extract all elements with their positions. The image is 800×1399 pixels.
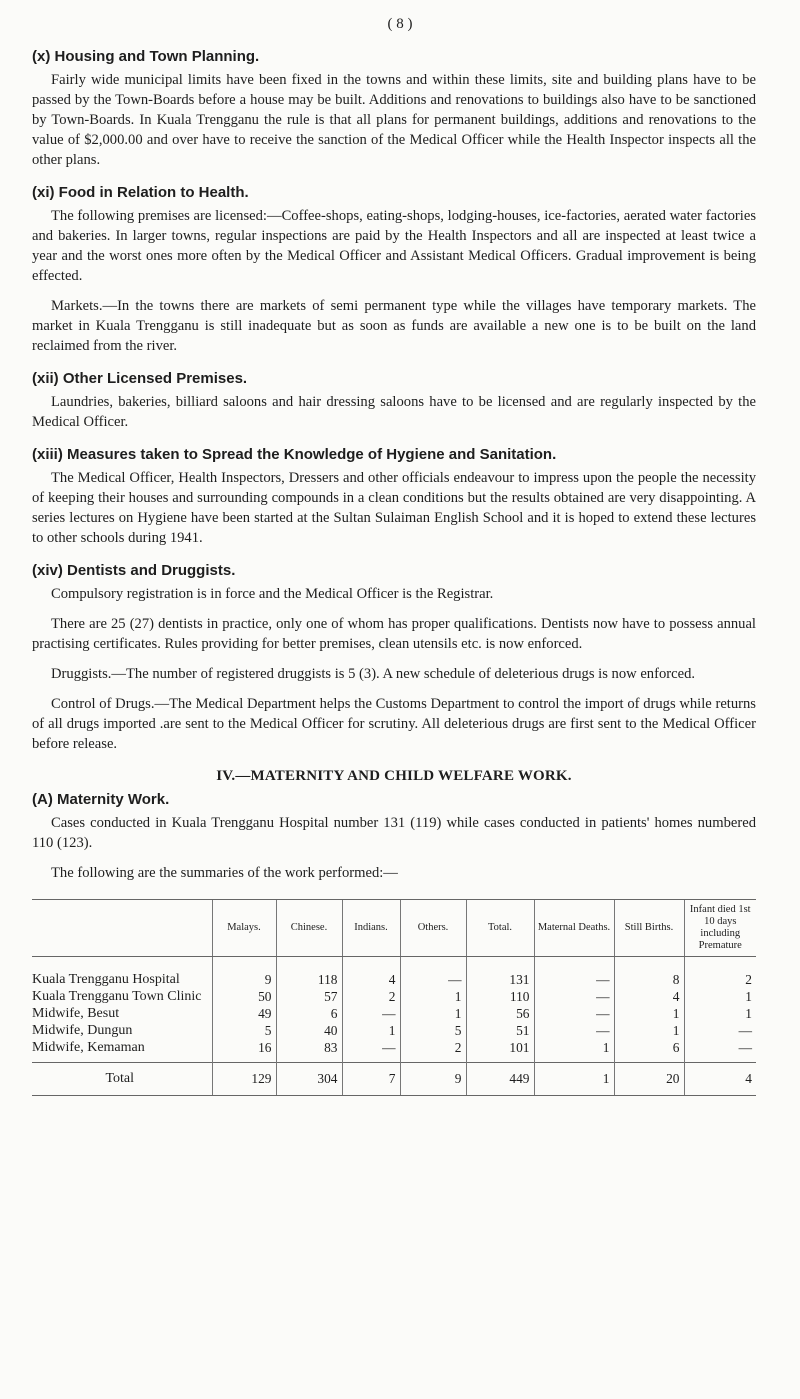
column-header: Others. xyxy=(400,900,466,957)
column-header: Infant died 1st 10 days including Premature xyxy=(684,900,756,957)
column-header: Total. xyxy=(466,900,534,957)
table-cell: 40 xyxy=(276,1022,342,1039)
paragraph: The following premises are licensed:—Coffee-shops, eating-shops, lodging-houses, ice-factories, aerated water factories and bakeries. In larger towns, regular inspections are paid by the Health Inspectors and all are inspected at least twice a year and the worst ones more often by the Medical Officer and Assistant Medical Officers. Gradual improvement is being effected. xyxy=(32,208,756,284)
table-row xyxy=(32,957,756,989)
table-cell: 1 xyxy=(534,1039,614,1063)
table-cell: — xyxy=(400,957,466,989)
section-heading: (xi) Food in Relation to Health. xyxy=(32,184,249,201)
table-row xyxy=(32,1005,756,1022)
table-cell: 101 xyxy=(466,1039,534,1063)
column-header: Indians. xyxy=(342,900,400,957)
document-body xyxy=(32,48,756,1096)
paragraph: Cases conducted in Kuala Trengganu Hospital number 131 (119) while cases conducted in patients' homes numbered 110 (123). xyxy=(32,815,756,851)
table-cell: 50 xyxy=(212,988,276,1005)
section-heading: (A) Maternity Work. xyxy=(32,791,170,808)
table-cell: 9 xyxy=(212,957,276,989)
table-cell: 118 xyxy=(276,957,342,989)
table-cell: 1 xyxy=(400,988,466,1005)
paragraph: The following are the summaries of the work performed:— xyxy=(51,865,398,881)
row-label: Midwife, Dungun xyxy=(32,1022,133,1038)
table-cell: 1 xyxy=(400,1005,466,1022)
column-header: Chinese. xyxy=(276,900,342,957)
column-header: Malays. xyxy=(212,900,276,957)
column-header: Maternal Deaths. xyxy=(534,900,614,957)
paragraph: Fairly wide municipal limits have been fixed in the towns and within these limits, site and building plans have to be passed by the Town-Boards before a house may be built. Additions and renovations to buildings also have to be sanctioned by Town-Boards. In Kuala Trengganu the rule is that all plans for permanent buildings, additions and renovations to the value of $2,000.00 and over have to receive the sanction of the Medical Officer while the Health Inspector inspects all the other plans. xyxy=(32,72,756,168)
table-header-row xyxy=(32,900,756,957)
section-licensed-premises xyxy=(32,370,756,432)
table-cell: 4 xyxy=(342,957,400,989)
maternity-summary-table xyxy=(32,899,756,1096)
table-cell: 110 xyxy=(466,988,534,1005)
table-cell: 9 xyxy=(400,1063,466,1096)
table-row xyxy=(32,1022,756,1039)
section-dentists xyxy=(32,562,756,754)
section-housing xyxy=(32,48,756,170)
table-cell: — xyxy=(534,1022,614,1039)
paragraph: Markets.—In the towns there are markets of semi permanent type while the villages have temporary markets. The market in Kuala Trengganu is still inadequate but as soon as funds are available a new one is to be built on the land reclaimed from the river. xyxy=(32,298,756,354)
table-cell: — xyxy=(534,1005,614,1022)
table-cell: 5 xyxy=(212,1022,276,1039)
table-cell: 129 xyxy=(212,1063,276,1096)
row-label: Kuala Trengganu Town Clinic xyxy=(32,988,202,1004)
table-cell: 449 xyxy=(466,1063,534,1096)
total-label: Total xyxy=(32,1063,212,1096)
table-cell: 56 xyxy=(466,1005,534,1022)
table-cell: 1 xyxy=(342,1022,400,1039)
section-heading: (xiv) Dentists and Druggists. xyxy=(32,562,236,579)
table-cell: 304 xyxy=(276,1063,342,1096)
paragraph: Laundries, bakeries, billiard saloons and hair dressing saloons have to be licensed and are regularly inspected by the Medical Officer. xyxy=(32,394,756,430)
table-cell: 6 xyxy=(614,1039,684,1063)
table-cell: 20 xyxy=(614,1063,684,1096)
total-row xyxy=(32,1063,756,1096)
paragraph: There are 25 (27) dentists in practice, only one of whom has proper qualifications. Dentists now have to possess annual practising certificates. Rules providing for better premises, clean utensils etc. is now enforced. xyxy=(32,616,756,652)
table-cell: 2 xyxy=(400,1039,466,1063)
table-cell: 4 xyxy=(614,988,684,1005)
table-cell: 83 xyxy=(276,1039,342,1063)
section-heading: (xii) Other Licensed Premises. xyxy=(32,370,248,387)
paragraph: Druggists.—The number of registered druggists is 5 (3). A new schedule of deleterious drugs is now enforced. xyxy=(51,666,696,682)
table-cell: 7 xyxy=(342,1063,400,1096)
table-cell: 16 xyxy=(212,1039,276,1063)
table-row xyxy=(32,988,756,1005)
table-cell: 1 xyxy=(614,1022,684,1039)
column-header: Still Births. xyxy=(614,900,684,957)
table-cell: 2 xyxy=(684,957,756,989)
section-maternity xyxy=(32,791,756,883)
section-heading: (xiii) Measures taken to Spread the Knowledge of Hygiene and Sanitation. xyxy=(32,446,557,463)
column-header xyxy=(32,900,212,957)
page-number: ( 8 ) xyxy=(387,16,413,32)
table-cell: 5 xyxy=(400,1022,466,1039)
table-cell: 1 xyxy=(684,1005,756,1022)
table-cell: 1 xyxy=(684,988,756,1005)
table-cell: 2 xyxy=(342,988,400,1005)
table-cell: — xyxy=(342,1039,400,1063)
table-cell: — xyxy=(534,957,614,989)
table-cell: 1 xyxy=(534,1063,614,1096)
section-hygiene xyxy=(32,446,756,548)
table-cell: — xyxy=(534,988,614,1005)
table-cell: 57 xyxy=(276,988,342,1005)
row-label: Midwife, Besut xyxy=(32,1005,120,1021)
table-cell: — xyxy=(684,1039,756,1063)
paragraph: Control of Drugs.—The Medical Department helps the Customs Department to control the import of drugs while returns of all drugs imported .are sent to the Medical Officer for scrutiny. All deleterious drugs are first sent to the Medical Officer before release. xyxy=(32,696,756,752)
table-cell: — xyxy=(342,1005,400,1022)
paragraph: The Medical Officer, Health Inspectors, Dressers and other officials endeavour to impress upon the people the necessity of keeping their houses and surrounding compounds in a clean conditions but the results obtained are very disappointing. A series lectures on Hygiene have been started at the Sultan Sulaiman English School and it is hoped to extend these lectures to other schools during 1941. xyxy=(32,470,756,546)
part-heading: IV.—MATERNITY AND CHILD WELFARE WORK. xyxy=(216,768,572,784)
table-row xyxy=(32,1039,756,1063)
row-label: Kuala Trengganu Hospital xyxy=(32,971,180,987)
table-cell: 51 xyxy=(466,1022,534,1039)
table-cell: — xyxy=(684,1022,756,1039)
section-food xyxy=(32,184,756,356)
row-label: Midwife, Kemaman xyxy=(32,1039,145,1055)
paragraph: Compulsory registration is in force and the Medical Officer is the Registrar. xyxy=(51,586,494,602)
table-cell: 8 xyxy=(614,957,684,989)
section-heading: (x) Housing and Town Planning. xyxy=(32,48,260,65)
table-cell: 49 xyxy=(212,1005,276,1022)
table-cell: 1 xyxy=(614,1005,684,1022)
table-cell: 131 xyxy=(466,957,534,989)
table-cell: 4 xyxy=(684,1063,756,1096)
table-cell: 6 xyxy=(276,1005,342,1022)
